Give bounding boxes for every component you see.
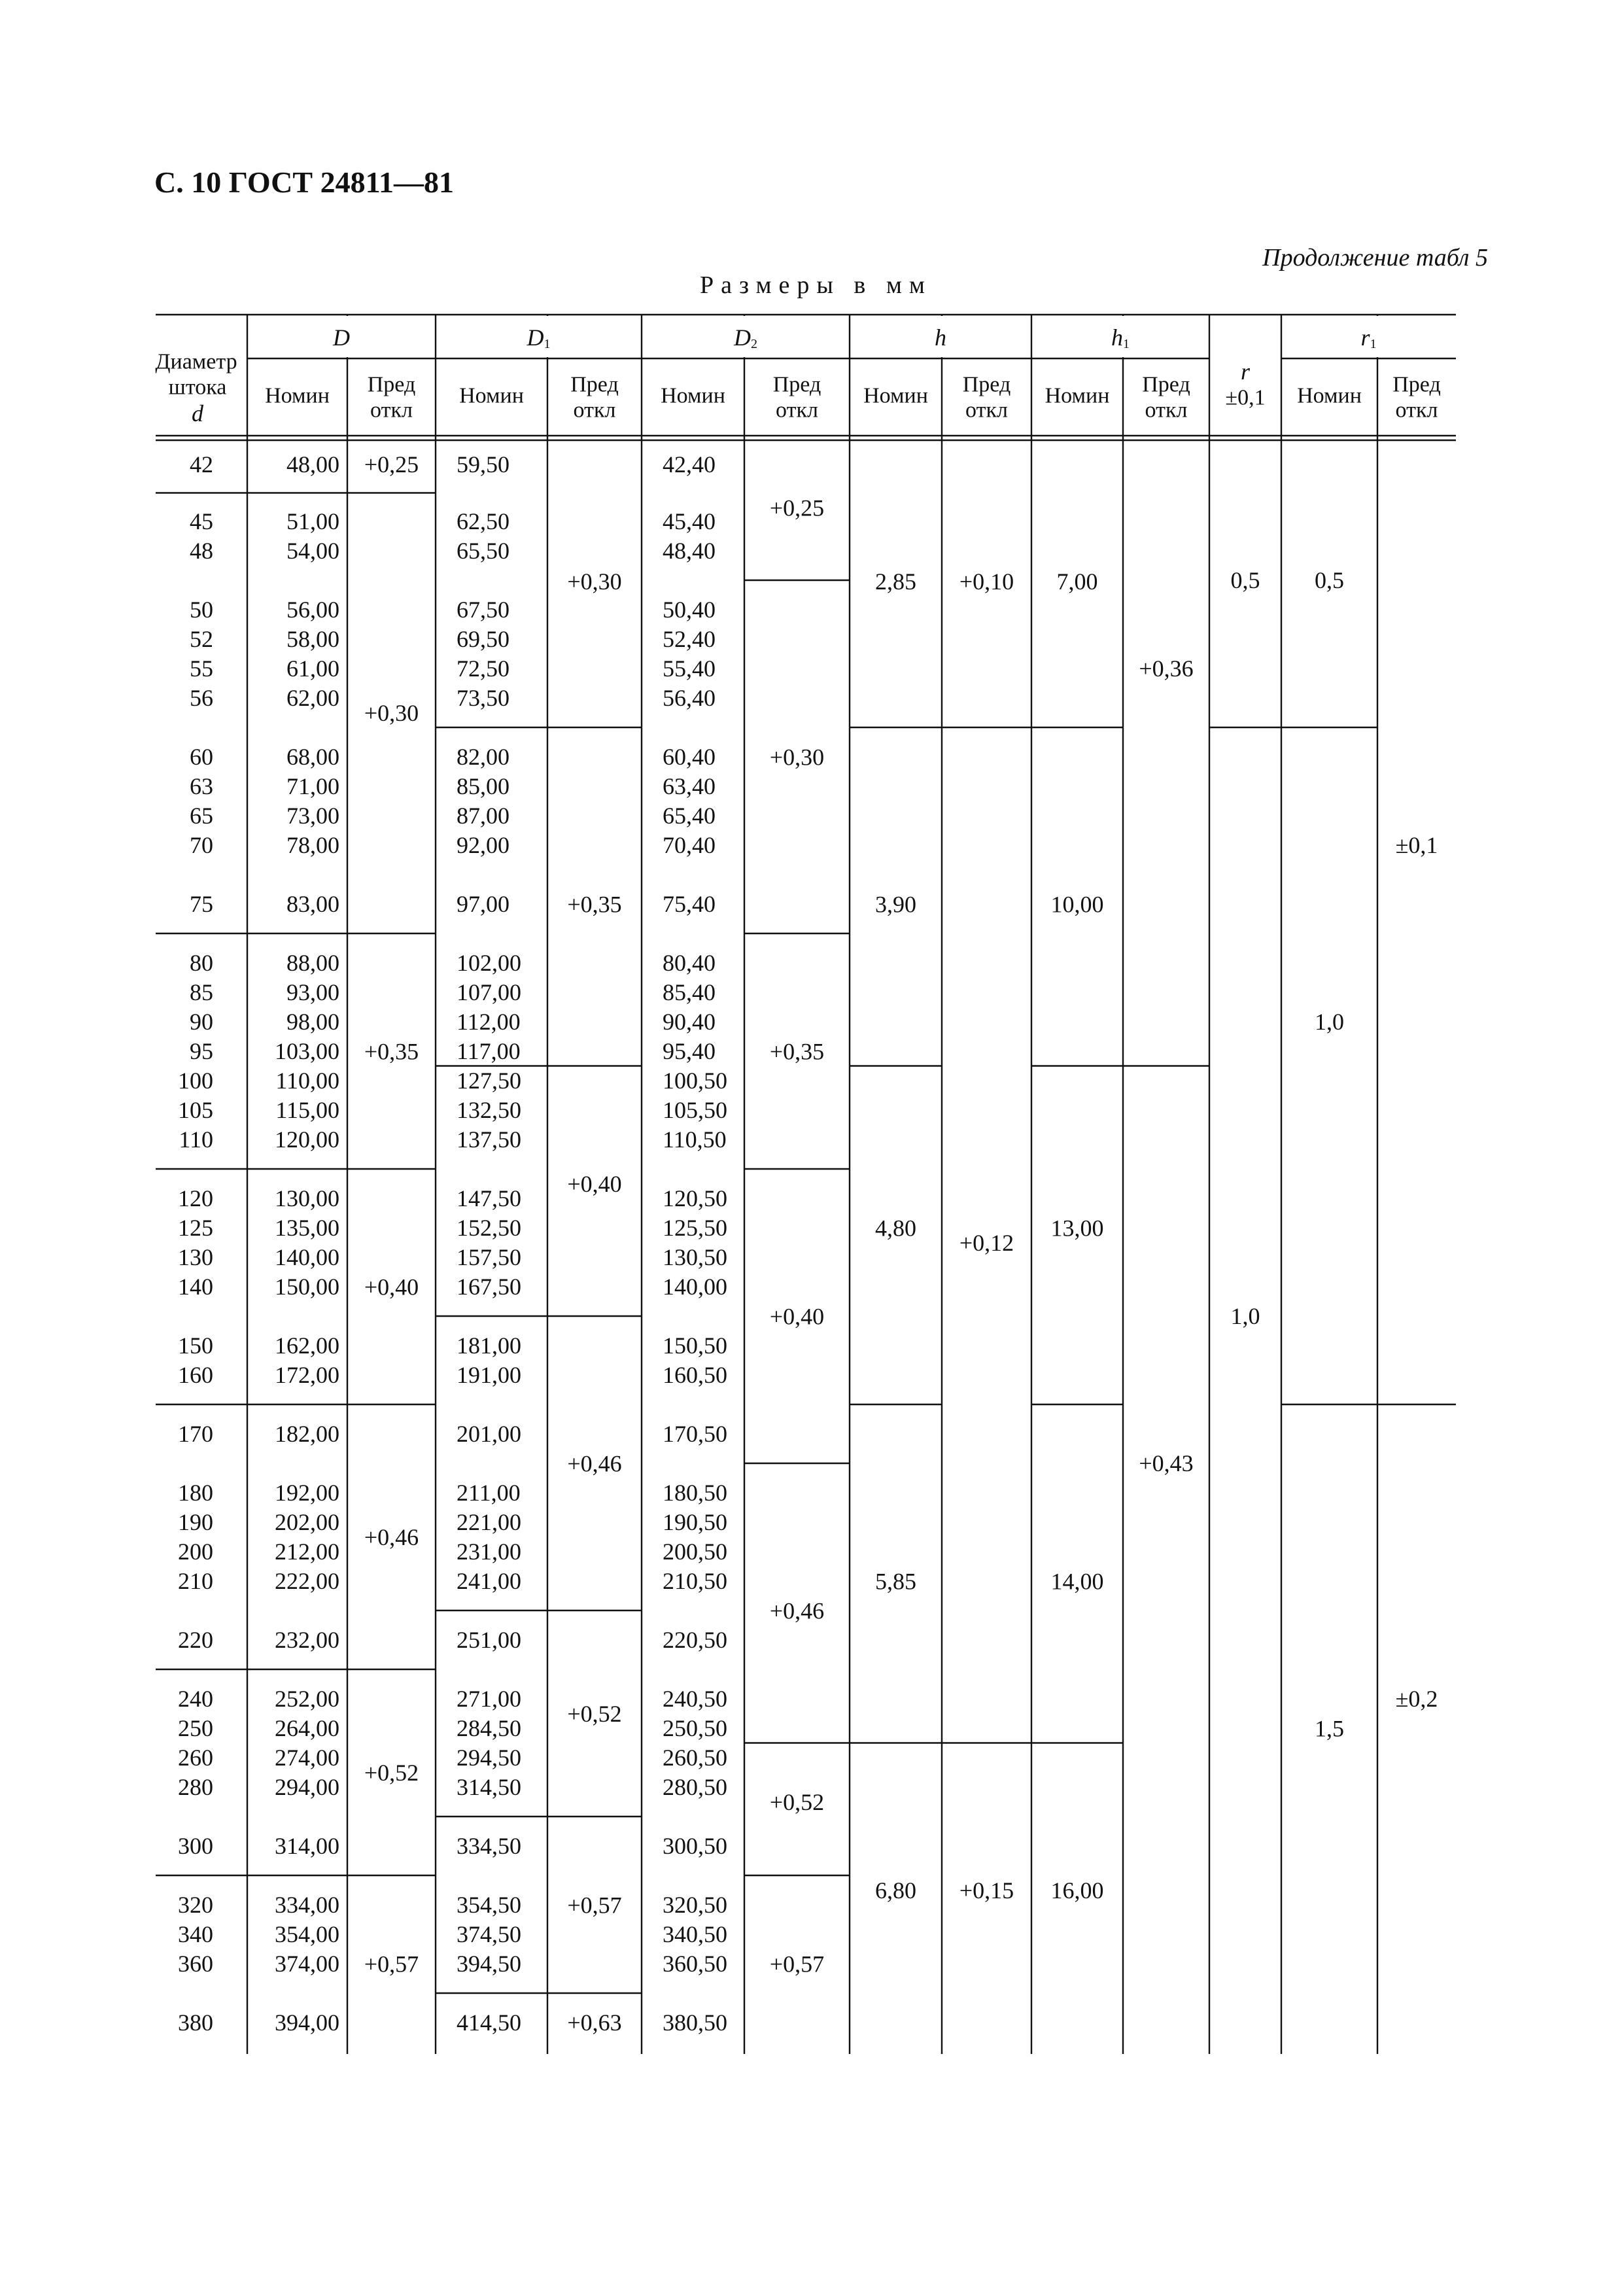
- header-nominal: Номин: [1297, 383, 1362, 408]
- cell-D2-nominal: 95,40: [663, 1038, 716, 1064]
- cell-d: 42: [190, 451, 213, 478]
- cell-h1-nominal: 16,00: [1050, 1877, 1104, 1904]
- header-nominal: Номин: [1045, 383, 1110, 408]
- header-deviation: Пред: [1392, 372, 1441, 397]
- cell-D1-nominal: 62,50: [457, 508, 510, 534]
- header-diameter-symbol: d: [192, 400, 203, 426]
- cell-D2-nominal: 120,50: [663, 1185, 727, 1211]
- cell-D1-nominal: 284,50: [457, 1715, 521, 1741]
- cell-d: 140: [178, 1274, 213, 1300]
- cell-D1-deviation: +0,52: [567, 1701, 622, 1727]
- header-deviation: Пред: [570, 372, 619, 397]
- cell-D2-nominal: 210,50: [663, 1568, 727, 1594]
- cell-d: 120: [178, 1185, 213, 1211]
- cell-D1-nominal: 65,50: [457, 538, 510, 564]
- cell-D2-nominal: 300,50: [663, 1833, 727, 1859]
- cell-d: 125: [178, 1215, 213, 1241]
- cell-r1-deviation: ±0,1: [1395, 832, 1438, 858]
- cell-d: 260: [178, 1745, 213, 1771]
- cell-D2-nominal: 56,40: [663, 685, 716, 711]
- cell-D2-nominal: 65,40: [663, 803, 716, 829]
- cell-D1-nominal: 112,00: [457, 1009, 521, 1035]
- cell-d: 56: [190, 685, 213, 711]
- cell-h-deviation: +0,10: [959, 568, 1014, 595]
- cell-D-nominal: 394,00: [275, 2009, 339, 2036]
- cell-D2-nominal: 140,00: [663, 1274, 727, 1300]
- cell-h-deviation: +0,12: [959, 1230, 1014, 1256]
- cell-h-nominal: 6,80: [875, 1877, 916, 1904]
- header-group-symbol: $D_2$: [734, 324, 757, 351]
- cell-D2-nominal: 70,40: [663, 832, 716, 858]
- cell-D1-nominal: 67,50: [457, 597, 510, 623]
- cell-D2-deviation: +0,25: [769, 495, 825, 521]
- cell-D1-nominal: 167,50: [457, 1274, 521, 1300]
- cell-D2-nominal: 130,50: [663, 1244, 727, 1270]
- cell-D2-deviation: +0,40: [769, 1303, 825, 1330]
- cell-h1-nominal: 10,00: [1050, 891, 1104, 918]
- cell-D-nominal: 120,00: [275, 1126, 339, 1153]
- cell-D-nominal: 130,00: [275, 1185, 339, 1211]
- cell-D-nominal: 172,00: [275, 1362, 339, 1388]
- cell-h-nominal: 2,85: [875, 568, 916, 595]
- cell-D2-nominal: 60,40: [663, 744, 716, 770]
- cell-D-nominal: 354,00: [275, 1921, 339, 1947]
- cell-D2-nominal: 240,50: [663, 1686, 727, 1712]
- cell-h1-nominal: 7,00: [1056, 568, 1098, 595]
- cell-d: 45: [190, 508, 213, 534]
- cell-D2-nominal: 48,40: [663, 538, 716, 564]
- cell-D1-nominal: 152,50: [457, 1215, 521, 1241]
- cell-D2-nominal: 180,50: [663, 1480, 727, 1506]
- cell-d: 250: [178, 1715, 213, 1741]
- cell-d: 110: [179, 1126, 213, 1153]
- cell-D-nominal: 51,00: [286, 508, 339, 534]
- cell-d: 85: [190, 979, 213, 1005]
- header-deviation: откл: [370, 398, 413, 423]
- cell-D1-nominal: 132,50: [457, 1097, 521, 1123]
- header-deviation: Пред: [772, 372, 821, 397]
- cell-d: 52: [190, 626, 213, 652]
- cell-D-nominal: 374,00: [275, 1951, 339, 1977]
- header-deviation: Пред: [367, 372, 416, 397]
- cell-D2-nominal: 55,40: [663, 655, 716, 682]
- header-group-symbol: $h_1$: [1111, 324, 1130, 351]
- cell-D-nominal: 68,00: [286, 744, 339, 770]
- cell-D2-deviation: +0,57: [769, 1951, 825, 1977]
- cell-D2-nominal: 105,50: [663, 1097, 727, 1123]
- cell-D2-nominal: 250,50: [663, 1715, 727, 1741]
- cell-D2-deviation: +0,52: [769, 1789, 825, 1815]
- cell-D1-nominal: 354,50: [457, 1892, 521, 1918]
- cell-r1-nominal: 1,5: [1315, 1715, 1344, 1742]
- cell-D1-nominal: 82,00: [457, 744, 510, 770]
- units-caption: Размеры в мм: [700, 271, 932, 299]
- cell-D2-deviation: +0,30: [769, 744, 825, 771]
- cell-d: 48: [190, 538, 213, 564]
- header-deviation: откл: [965, 398, 1008, 423]
- cell-r: 1,0: [1230, 1303, 1260, 1329]
- table-continuation-caption: Продолжение табл 5: [1262, 244, 1488, 271]
- cell-D-nominal: 61,00: [286, 655, 339, 682]
- cell-d: 63: [190, 773, 213, 799]
- cell-D-nominal: 48,00: [286, 451, 339, 478]
- cell-D-nominal: 58,00: [286, 626, 339, 652]
- header-group-symbol: $r_1$: [1360, 324, 1377, 351]
- cell-D-nominal: 192,00: [275, 1480, 339, 1506]
- cell-r1-deviation: ±0,2: [1395, 1686, 1438, 1712]
- cell-D-deviation: +0,46: [364, 1524, 419, 1550]
- cell-D-nominal: 334,00: [275, 1892, 339, 1918]
- cell-D-nominal: 150,00: [275, 1274, 339, 1300]
- cell-h-deviation: +0,15: [959, 1877, 1014, 1904]
- cell-D-nominal: 182,00: [275, 1421, 339, 1447]
- cell-D1-nominal: 59,50: [457, 451, 510, 478]
- header-deviation: откл: [776, 398, 818, 423]
- cell-d: 95: [190, 1038, 213, 1064]
- cell-D1-nominal: 73,50: [457, 685, 510, 711]
- cell-D1-nominal: 414,50: [457, 2009, 521, 2036]
- header-deviation: откл: [1145, 398, 1188, 423]
- cell-D2-deviation: +0,35: [769, 1038, 825, 1065]
- cell-h1-nominal: 14,00: [1050, 1568, 1104, 1595]
- cell-d: 360: [178, 1951, 213, 1977]
- cell-D-nominal: 98,00: [286, 1009, 339, 1035]
- cell-d: 160: [178, 1362, 213, 1388]
- cell-r1-nominal: 1,0: [1315, 1009, 1344, 1035]
- cell-d: 220: [178, 1627, 213, 1653]
- cell-D1-nominal: 294,50: [457, 1745, 521, 1771]
- cell-D2-nominal: 110,50: [663, 1126, 727, 1153]
- header-nominal: Номин: [459, 383, 524, 408]
- cell-D-nominal: 135,00: [275, 1215, 339, 1241]
- cell-D2-nominal: 160,50: [663, 1362, 727, 1388]
- cell-D2-nominal: 260,50: [663, 1745, 727, 1771]
- cell-d: 190: [178, 1509, 213, 1535]
- cell-D-nominal: 93,00: [286, 979, 339, 1005]
- cell-D1-nominal: 127,50: [457, 1068, 521, 1094]
- cell-D2-nominal: 320,50: [663, 1892, 727, 1918]
- cell-D1-deviation: +0,57: [567, 1892, 622, 1919]
- cell-d: 300: [178, 1833, 213, 1859]
- cell-D2-nominal: 280,50: [663, 1774, 727, 1800]
- cell-D1-nominal: 117,00: [457, 1038, 521, 1064]
- cell-D-nominal: 78,00: [286, 832, 339, 858]
- header-diameter: штока: [168, 375, 227, 400]
- cell-D1-nominal: 92,00: [457, 832, 510, 858]
- cell-D1-nominal: 314,50: [457, 1774, 521, 1800]
- cell-D1-nominal: 231,00: [457, 1539, 521, 1565]
- cell-D1-deviation: +0,30: [567, 568, 622, 595]
- cell-D1-nominal: 334,50: [457, 1833, 521, 1859]
- cell-D-deviation: +0,52: [364, 1760, 419, 1786]
- cell-D1-nominal: 157,50: [457, 1244, 521, 1270]
- cell-D-nominal: 103,00: [275, 1038, 339, 1064]
- cell-d: 100: [178, 1068, 213, 1094]
- cell-d: 180: [178, 1480, 213, 1506]
- cell-D-nominal: 252,00: [275, 1686, 339, 1712]
- cell-d: 170: [178, 1421, 213, 1447]
- cell-D-nominal: 274,00: [275, 1745, 339, 1771]
- cell-D2-nominal: 42,40: [663, 451, 716, 478]
- cell-D2-nominal: 90,40: [663, 1009, 716, 1035]
- header-nominal: Номин: [265, 383, 330, 408]
- cell-D1-deviation: +0,63: [567, 2009, 622, 2036]
- header-diameter: Диаметр: [155, 349, 237, 374]
- cell-D1-nominal: 107,00: [457, 979, 521, 1005]
- cell-D-nominal: 314,00: [275, 1833, 339, 1859]
- cell-D-nominal: 202,00: [275, 1509, 339, 1535]
- cell-D2-nominal: 380,50: [663, 2009, 727, 2036]
- cell-D-nominal: 294,00: [275, 1774, 339, 1800]
- cell-d: 240: [178, 1686, 213, 1712]
- cell-D1-nominal: 241,00: [457, 1568, 521, 1594]
- header-r-tolerance: ±0,1: [1225, 385, 1266, 410]
- cell-h-nominal: 4,80: [875, 1215, 916, 1242]
- cell-h1-nominal: 13,00: [1050, 1215, 1104, 1242]
- cell-d: 130: [178, 1244, 213, 1270]
- cell-D1-nominal: 147,50: [457, 1185, 521, 1211]
- cell-d: 65: [190, 803, 213, 829]
- cell-D-deviation: +0,30: [364, 700, 419, 726]
- cell-D-nominal: 222,00: [275, 1568, 339, 1594]
- cell-D1-nominal: 87,00: [457, 803, 510, 829]
- cell-D1-deviation: +0,35: [567, 891, 622, 918]
- cell-D2-nominal: 45,40: [663, 508, 716, 534]
- cell-D2-nominal: 75,40: [663, 891, 716, 917]
- cell-d: 105: [178, 1097, 213, 1123]
- cell-h-nominal: 3,90: [875, 891, 916, 918]
- cell-D1-deviation: +0,46: [567, 1450, 622, 1477]
- cell-D1-nominal: 251,00: [457, 1627, 521, 1653]
- cell-D-nominal: 56,00: [286, 597, 339, 623]
- cell-D1-nominal: 374,50: [457, 1921, 521, 1947]
- cell-D-nominal: 212,00: [275, 1539, 339, 1565]
- cell-D2-nominal: 52,40: [663, 626, 716, 652]
- cell-D2-nominal: 170,50: [663, 1421, 727, 1447]
- cell-d: 380: [178, 2009, 213, 2036]
- cell-r: 0,5: [1230, 567, 1260, 593]
- cell-D1-nominal: 72,50: [457, 655, 510, 682]
- cell-D1-deviation: +0,40: [567, 1171, 622, 1197]
- cell-r1-nominal: 0,5: [1315, 567, 1344, 593]
- cell-d: 55: [190, 655, 213, 682]
- cell-D2-deviation: +0,46: [769, 1597, 825, 1624]
- cell-D-nominal: 62,00: [286, 685, 339, 711]
- cell-D1-nominal: 191,00: [457, 1362, 521, 1388]
- cell-D-nominal: 73,00: [286, 803, 339, 829]
- cell-d: 50: [190, 597, 213, 623]
- cell-D-nominal: 140,00: [275, 1244, 339, 1270]
- cell-D1-nominal: 85,00: [457, 773, 510, 799]
- header-deviation: Пред: [962, 372, 1011, 397]
- cell-D-deviation: +0,57: [364, 1951, 419, 1977]
- header-deviation: откл: [573, 398, 616, 423]
- cell-d: 340: [178, 1921, 213, 1947]
- cell-D-deviation: +0,40: [364, 1274, 419, 1300]
- cell-D-nominal: 232,00: [275, 1627, 339, 1653]
- cell-h-nominal: 5,85: [875, 1568, 916, 1595]
- cell-d: 210: [178, 1568, 213, 1594]
- cell-D2-nominal: 150,50: [663, 1332, 727, 1359]
- cell-D-nominal: 71,00: [286, 773, 339, 799]
- cell-d: 80: [190, 950, 213, 976]
- cell-h1-deviation: +0,36: [1139, 655, 1194, 682]
- cell-d: 200: [178, 1539, 213, 1565]
- cell-D1-nominal: 102,00: [457, 950, 521, 976]
- cell-D2-nominal: 63,40: [663, 773, 716, 799]
- cell-D2-nominal: 50,40: [663, 597, 716, 623]
- cell-d: 60: [190, 744, 213, 770]
- page-header: С. 10 ГОСТ 24811—81: [154, 165, 455, 199]
- cell-D1-nominal: 137,50: [457, 1126, 521, 1153]
- cell-D-nominal: 83,00: [286, 891, 339, 917]
- cell-D-nominal: 88,00: [286, 950, 339, 976]
- cell-D-nominal: 264,00: [275, 1715, 339, 1741]
- cell-D-nominal: 110,00: [275, 1068, 339, 1094]
- header-nominal: Номин: [863, 383, 928, 408]
- header-deviation: Пред: [1142, 372, 1190, 397]
- cell-D2-nominal: 85,40: [663, 979, 716, 1005]
- cell-D1-nominal: 201,00: [457, 1421, 521, 1447]
- cell-D1-nominal: 69,50: [457, 626, 510, 652]
- header-group-symbol: $D_1$: [527, 324, 551, 351]
- cell-D2-nominal: 200,50: [663, 1539, 727, 1565]
- cell-d: 150: [178, 1332, 213, 1359]
- cell-D2-nominal: 125,50: [663, 1215, 727, 1241]
- cell-d: 70: [190, 832, 213, 858]
- cell-d: 90: [190, 1009, 213, 1035]
- cell-D1-nominal: 394,50: [457, 1951, 521, 1977]
- cell-D-nominal: 115,00: [275, 1097, 339, 1123]
- header-r: r: [1240, 358, 1251, 385]
- cell-D1-nominal: 221,00: [457, 1509, 521, 1535]
- cell-h1-deviation: +0,43: [1139, 1450, 1194, 1476]
- cell-D2-nominal: 340,50: [663, 1921, 727, 1947]
- header-group-symbol: h: [935, 324, 946, 351]
- cell-D1-nominal: 211,00: [457, 1480, 521, 1506]
- cell-D1-nominal: 271,00: [457, 1686, 521, 1712]
- cell-d: 75: [190, 891, 213, 917]
- cell-d: 280: [178, 1774, 213, 1800]
- cell-D-deviation: +0,35: [364, 1038, 419, 1065]
- header-group-symbol: D: [333, 324, 350, 351]
- cell-d: 320: [178, 1892, 213, 1918]
- cell-D2-nominal: 190,50: [663, 1509, 727, 1535]
- cell-D2-nominal: 100,50: [663, 1068, 727, 1094]
- cell-D2-nominal: 360,50: [663, 1951, 727, 1977]
- cell-D1-nominal: 181,00: [457, 1332, 521, 1359]
- cell-D-nominal: 162,00: [275, 1332, 339, 1359]
- cell-D2-nominal: 80,40: [663, 950, 716, 976]
- header-nominal: Номин: [661, 383, 725, 408]
- cell-D-deviation: +0,25: [364, 451, 419, 478]
- header-deviation: откл: [1395, 398, 1438, 423]
- cell-D1-nominal: 97,00: [457, 891, 510, 917]
- cell-D-nominal: 54,00: [286, 538, 339, 564]
- cell-D2-nominal: 220,50: [663, 1627, 727, 1653]
